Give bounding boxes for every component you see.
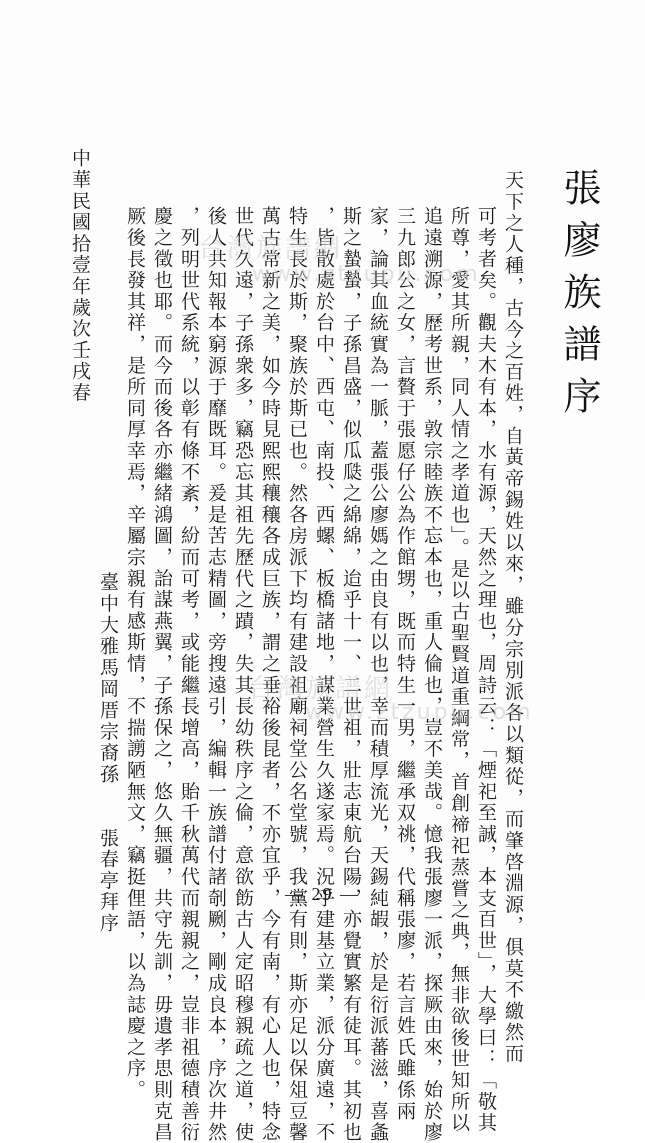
text-column: 後人共知報本窮源于靡既耳。爰是苦志精圖，旁搜遠引，編輯一族譜付諸剞劂，剛成良本，序次井然 bbox=[205, 206, 227, 1143]
text-column: 特生長於斯，聚族於斯已也。然各房派下均有建設祖廟祠堂公名堂號，我黨有則，斯亦足以保俎豆馨 bbox=[286, 206, 308, 1143]
text-column: 可考者矣。觀夫木有本，水有源，天然之理也，周詩云：「煙祀至誠，本支百世」，大學曰：「敬其 bbox=[475, 206, 497, 1134]
watermark-url: www.ztzupu.com bbox=[305, 700, 534, 725]
text-column: ，皆散處於台中、西屯、南投、西螺、板橋諸地，謀業營生久遂家焉。況乎建基立業，派分廣遠，不 bbox=[313, 206, 335, 1143]
watermark-url: www.ztzupu.com bbox=[252, 262, 481, 287]
watermark-text: 台灣族譜網 bbox=[198, 234, 344, 264]
text-column: 斯之蟄蟄，子孫昌盛，似瓜瓞之綿綿，迨乎十一、二世祖，壯志東航台陽，亦覺實繁有徒耳。其初也 bbox=[340, 206, 362, 1143]
text-column: 所尊，愛其所親，同人情之孝道也」。是以古聖賢道重綱常，首創禘祀蒸嘗之典，無非欲後世知所以 bbox=[448, 206, 470, 1134]
signature-date: 中華民國拾壹年歲次壬戌春 bbox=[69, 148, 91, 404]
text-column: 世代久遠，子孫衆多，竊恐忘其祖先歷代之蹟，失其長幼秩序之倫，意欲飭古人定昭穆親疏之道，使 bbox=[232, 206, 254, 1143]
text-column: 厥後長發其祥，是所同厚幸焉，辛屬宗親有感斯情，不揣謭陋無文，竊挺俚語，以為誌慶之序。 bbox=[124, 206, 146, 1101]
text-column: 天下之人種，古今之百姓，自黃帝錫姓以來，雖分宗別派各以類從，而肇啓淵源，俱莫不繳然而 bbox=[502, 170, 524, 1065]
page-number: — 29 — bbox=[285, 884, 360, 904]
text-column: 家，論其血統實為一脈，蓋張公廖媽之由良有以也，幸而積厚流光，天錫純嘏，於是衍派蕃滋，喜螽 bbox=[367, 206, 389, 1143]
text-column: ，列明世代系統，以彰有條不紊，紛而可考，或能繼長增高，貽千秋萬代而親親之，豈非祖德積善衍 bbox=[178, 206, 200, 1143]
text-column: 慶之徵也耶。而今而後各亦繼緒鴻圖，詒謀燕翼，子孫保之，悠久無疆，共守先訓，毋遺孝思則克昌 bbox=[151, 206, 173, 1143]
text-column: 追遠溯源，歷考世系，敦宗睦族不忘本也，重人倫也，豈不美哉。憶我張廖一派，探厥由來，始於廖 bbox=[421, 206, 443, 1143]
text-column: 萬古常新之美，如今時見熙熙穰穰各成巨族，謂之垂裕後昆者，不亦宜乎，今有南，有心人也，特念 bbox=[259, 206, 281, 1143]
watermark-text: 台灣族譜網 bbox=[248, 674, 394, 704]
document-title: 張廖族譜序 bbox=[557, 168, 601, 428]
text-column: 三九郎公之女，言贅于張愿仔公為作館甥，既而特生一男，繼承双祧，代稱張廖，若言姓氏雖係兩 bbox=[394, 206, 416, 1122]
signature-author: 臺中大雅馬岡厝宗裔孫 張春亭拜序 bbox=[97, 572, 119, 935]
